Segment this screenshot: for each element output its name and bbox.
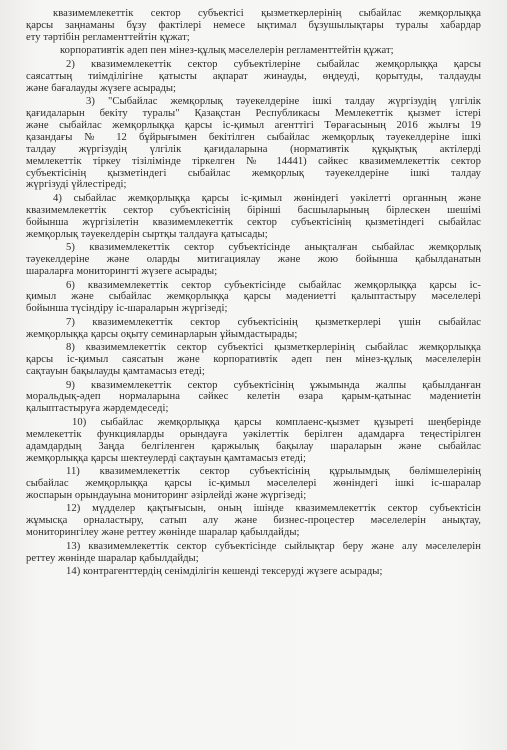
document-text-line: тәуекелдеріне және оларды митигациялау және жою бойынша қабылданатын (26, 254, 481, 266)
document-text-line: жоспарын орындауына мониторинг әзірлейді және жүргізеді; (26, 489, 307, 501)
document-paragraph (26, 541, 481, 565)
document-text-line: 4) сыбайлас жемқорлыққа қарсы іс-қимыл жөніндегі уәкілетті органның және (53, 192, 481, 204)
document-text-line: жемқорлыққа қарсы оқыту семинарларын ұйымдастырады; (26, 328, 298, 340)
document-text-line: мемлекеттік тіркеу тізілімінде тіркелген № 14441) сәйкес квазимемлекеттік сектор (26, 155, 481, 167)
document-text-line: бойынша жүргізілетін квазимемлекеттік сектор субъектісінің қызметіндегі сыбайлас (26, 216, 481, 228)
document-text-line: реттеу жөнінде шаралар қабылдайды; (26, 552, 199, 564)
document-text-line: жемқорлыққа қарсы шектеулерді сақтауын қамтамасыз етеді; (26, 452, 307, 464)
document-text-line: қарсы іс-қимыл саясатын және корпоративтік әдеп пен мінез-құлық мәселелерін (26, 354, 481, 366)
document-text-line: 12) мүдделер қақтығысын, оның ішінде квазимемлекеттік сектор субъектісін (66, 503, 481, 515)
document-text-line: бойынша түсіндіру іс-шараларын жүргізеді; (26, 303, 228, 315)
document-paragraph (26, 417, 481, 465)
document-text-line: қимыл және сыбайлас жемқорлыққа қарсы мәдениетті қалыптастыру мәселелері (26, 291, 481, 303)
document-text-line: 2) квазимемлекеттік сектор субъектілеріне сыбайлас жемқорлыққа қарсы (66, 58, 481, 70)
document-paragraph (26, 503, 481, 539)
document-text-line: сыбайлас жемқорлыққа қарсы іс-қимыл мәселелері жөніндегі ішкі іс-шаралар (26, 477, 481, 489)
document-paragraph (26, 193, 481, 241)
document-text-line: квазимемлекеттік сектор субъектісі қызметкерлерінің сыбайлас жемқорлыққа (53, 8, 481, 19)
document-text-line: корпоративтік әдеп пен мінез-құлық мәселелерін регламенттейтін құжат; (60, 45, 394, 57)
document-text-line: ету тәртібін регламенттейтін құжат; (26, 31, 190, 43)
document-text-line: адамдардың Заңда белгіленген қаржылық бақылау шараларын және сыбайлас (26, 440, 481, 452)
document-text-line: және бағалауды жүзеге асырады; (26, 82, 177, 94)
document-paragraph (26, 242, 481, 278)
document-text-line: 6) квазимемлекеттік сектор субъектісінде сыбайлас жемқорлыққа қарсы іс- (66, 279, 481, 291)
document-paragraph (26, 342, 481, 378)
document-paragraph (26, 380, 481, 416)
document-text-line: 13) квазимемлекеттік сектор субъектісінде сыйлықтар беру және алу мәселелерін (66, 540, 481, 552)
document-text-line: жемқорлық тәуекелдерін сыртқы талдауға қатысады; (26, 228, 268, 240)
document-text-line: 10) сыбайлас жемқорлыққа қарсы комплаенс-қызмет құзыреті шеңберінде (72, 416, 481, 428)
document-text-line: шараларға мониторингті жүзеге асырады; (26, 266, 218, 277)
document-text-line: 14) контрагенттердің сенімділігін кешенді тексеруді жүзеге асырады; (66, 566, 383, 578)
document-text-line: жұмысқа орналастыру, сатып алу және бизнес-процестер мәселелерін анықтау, (26, 515, 481, 527)
document-text-line: қазандағы № 12 бұйрығымен бекітілген сыбайлас жемқорлық тәуекелдеріне ішкі (26, 131, 481, 143)
document-paragraph (26, 466, 481, 502)
document-paragraph (26, 45, 481, 57)
document-text-line: субъектісінің қызметіндегі сыбайлас жемқорлық тәуекелдеріне ішкі талдау (26, 167, 481, 179)
document-text-line: 5) квазимемлекеттік сектор субъектісінде анықталған сыбайлас жемқорлық (66, 242, 481, 254)
document-text-line: талдау жүргізудің үлгілік қағидаларына (нормативтік құқықтық актілерді (26, 143, 481, 155)
document-text-line: жүргізуді үйлестіреді; (26, 179, 127, 191)
document-text-line: 11) квазимемлекеттік сектор субъектісінің құрылымдық бөлімшелерінің (66, 466, 481, 478)
document-text-line: мемлекеттік функцияларды орындауға уәкілеттік берілген адамдарға теңестірілген (26, 428, 481, 440)
document-text-line: қағидаларын бекіту туралы" Қазақстан Республикасы Мемлекеттік қызмет істері (26, 108, 481, 120)
document-text-line: квазимемлекеттік сектор субъектісінің бірінші басшыларының бірлескен шешімі (26, 204, 481, 216)
document-paragraph (26, 280, 481, 316)
document-text-line: қалыптастыруға жәрдемдеседі; (26, 403, 169, 415)
document-paragraph (26, 59, 481, 95)
document-text-line: 8) квазимемлекеттік сектор субъектісі қызметкерлерінің сыбайлас жемқорлыққа (66, 342, 481, 354)
document-paragraph (26, 96, 481, 191)
document-text-line: 9) квазимемлекеттік сектор субъектісінің ұжымында жалпы қабылданған (66, 379, 481, 391)
document-paragraph (26, 317, 481, 341)
document-text-line: қарсы заңнаманы бұзу фактілері немесе ықтимал бұзушылықтары туралы хабардар (26, 19, 481, 31)
document-text-line: моральдық-әдеп нормаларына сәйкес келетін өзара қарым-қатынас мәдениетін (26, 391, 481, 403)
document-text-line: 3) "Сыбайлас жемқорлық тәуекелдеріне ішкі талдау жүргізудің үлгілік (86, 96, 481, 108)
document-paragraph (26, 8, 481, 44)
document-text-line: 7) квазимемлекеттік сектор субъектісінің қызметкерлері үшін сыбайлас (66, 316, 481, 328)
document-text-line: және сыбайлас жемқорлыққа қарсы іс-қимыл агенттігі Төрағасының 2016 жылғы 19 (26, 119, 481, 131)
document-text-line: саясаттың тиімділігіне қатысты ақпарат жинауды, өңдеуді, қорытуды, талдауды (26, 70, 481, 82)
document-paragraph (26, 566, 481, 578)
document-text-line: мониторингілеу және реттеу жөнінде шаралар қабылдайды; (26, 527, 300, 539)
document-text-line: сақтауын бақылауды қамтамасыз етеді; (26, 366, 205, 378)
